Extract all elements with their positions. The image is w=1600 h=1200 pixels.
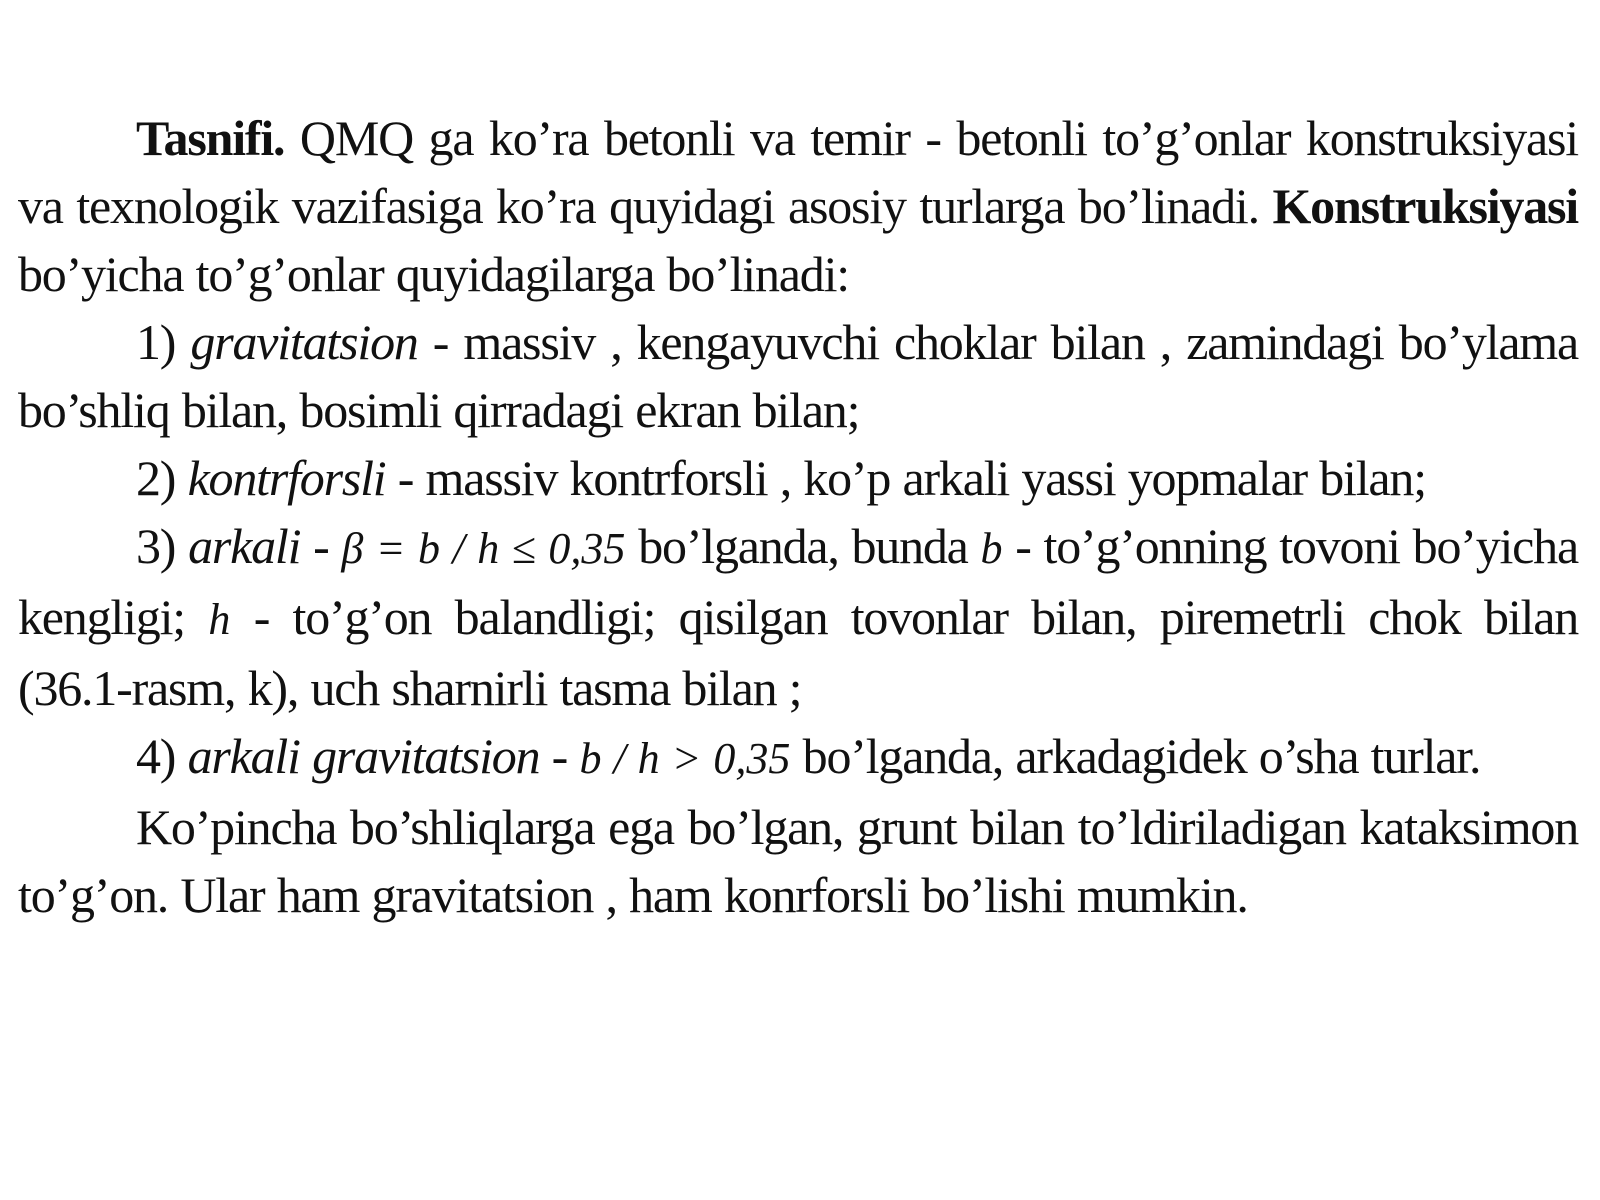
list-item-3-text-3: - to’g’on balandligi; qisilgan tovonlar bilan, piremetrli chok bilan (36.1-rasm, k), uch sharnirli tasma bilan ; (18, 589, 1579, 716)
list-item-3 (18, 512, 1578, 722)
list-item-2-term: kontrforsli (187, 450, 386, 506)
list-item-3-text-1: bo’lganda, bunda (625, 518, 981, 574)
subsection-title: Konstruksiyasi (1272, 178, 1578, 234)
list-item-4-term: arkali gravitatsion (187, 728, 540, 784)
intro-paragraph (18, 104, 1578, 308)
list-item-4-formula: b / h > 0,35 (579, 734, 791, 783)
list-item-1-number: 1) (136, 314, 191, 370)
variable-b: b (980, 524, 1003, 573)
intro-text: QMQ ga ko’ra betonli va temir - betonli to’g’onlar konstruksiyasi va texnologik vazifasiga ko’ra quyidagi asosiy turlarga bo’linadi. (18, 110, 1578, 234)
list-item-4-text: bo’lganda, arkadagidek o’sha turlar. (790, 728, 1481, 784)
list-item-3-term: arkali (188, 518, 301, 574)
document-page (18, 104, 1578, 929)
list-item-2-text: - massiv kontrforsli , ko’p arkali yassi yopmalar bilan; (385, 450, 1426, 506)
list-item-3-number: 3) (136, 518, 189, 574)
variable-h: h (208, 595, 231, 644)
list-item-3-formula: β = b / h ≤ 0,35 (341, 524, 626, 573)
list-item-2-number: 2) (136, 450, 188, 506)
list-item-4 (18, 722, 1578, 793)
section-title: Tasnifi. (136, 110, 285, 166)
list-item-4-number: 4) (136, 728, 188, 784)
list-item-3-text-2: - to’g’onning tovoni bo’yicha kengligi; (18, 518, 1578, 645)
list-item-3-dash: - (300, 518, 342, 574)
list-item-4-dash: - (539, 728, 580, 784)
list-item-1-term: gravitatsion (190, 314, 418, 370)
closing-paragraph: Ko’pincha bo’shliqlarga ega bo’lgan, grunt bilan to’ldiriladigan kataksimon to’g’on. Ular ham gravitatsion , ham konrforsli bo’lishi mumkin. (18, 799, 1578, 923)
list-item-1 (18, 308, 1578, 444)
list-item-2 (18, 444, 1578, 512)
list-item-1-text: - massiv , kengayuvchi choklar bilan , zamindagi bo’ylama bo’shliq bilan, bosimli qirradagi ekran bilan; (18, 314, 1578, 438)
intro-text-2: bo’yicha to’g’onlar quyidagilarga bo’linadi: (18, 246, 849, 302)
